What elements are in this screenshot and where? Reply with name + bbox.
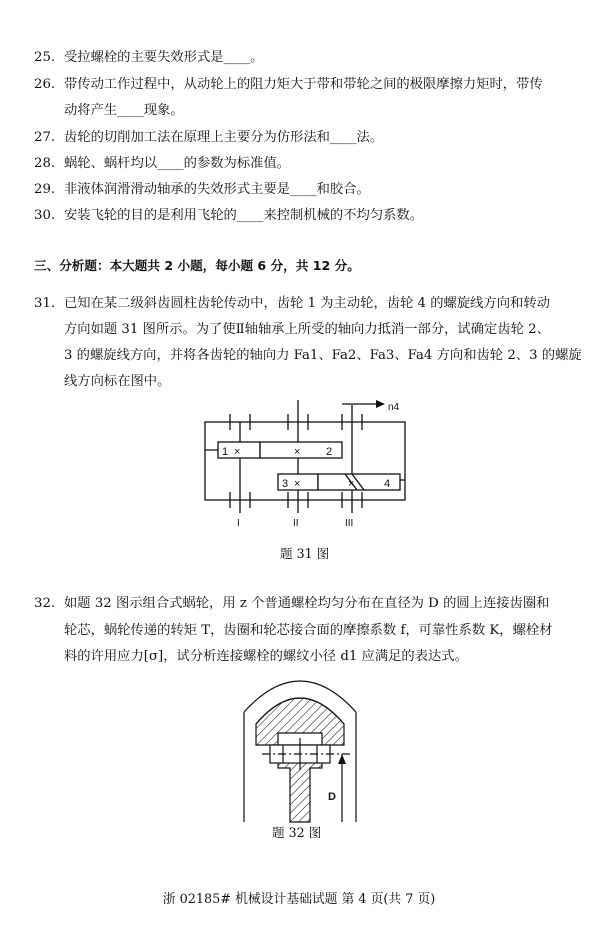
gear-1-label: 1 — [222, 446, 229, 458]
gear-2-label: 2 — [326, 446, 333, 458]
gear-4-mark: × — [348, 478, 355, 490]
question-31-line-3: 3 的螺旋线方向，并将各齿轮的轴向力 Fa1、Fa2、Fa3、Fa4 方向和齿轮 2、3 的螺旋 — [64, 348, 582, 363]
gear-4-label: 4 — [384, 478, 391, 490]
n4-label: n4 — [388, 402, 400, 413]
page-footer: 浙 02185# 机械设计基础试题 第 4 页(共 7 页) — [162, 892, 436, 907]
question-31-line-4: 线方向标在图中。 — [64, 374, 171, 389]
question-25: 25. 受拉螺栓的主要失效形式是____。 — [34, 50, 264, 65]
question-32-line-3: 料的许用应力[σ]，试分析连接螺栓的螺纹小径 d1 应满足的表达式。 — [64, 649, 468, 664]
question-31-line-1: 31. 已知在某二级斜齿圆柱齿轮传动中，齿轮 1 为主动轮，齿轮 4 的螺旋线方向和转动 — [34, 296, 550, 311]
dimension-d-label: D — [328, 791, 336, 803]
gear-3-mark: × — [294, 478, 301, 490]
gear-3-label: 3 — [282, 478, 289, 490]
shaft-i-label: I — [237, 518, 240, 529]
question-31-line-2: 方向如题 31 图所示。为了使Ⅱ轴轴承上所受的轴向力抵消一部分，试确定齿轮 2、 — [64, 322, 550, 337]
shaft-iii-label: III — [345, 518, 354, 529]
gear-ring — [256, 698, 344, 745]
shaft-ii-label: II — [293, 518, 299, 529]
figure-31-caption: 题 31 图 — [280, 546, 330, 561]
question-32-line-1: 32. 如题 32 图示组合式蜗轮，用 z 个普通螺栓均匀分布在直径为 D 的圆上连接齿圈和 — [34, 596, 550, 611]
question-26: 26. 带传动工作过程中，从动轮上的阻力矩大于带和带轮之间的极限摩擦力矩时，带传 — [34, 77, 543, 92]
figure-32-caption: 题 32 图 — [272, 825, 322, 840]
gear-2-mark: × — [294, 446, 301, 458]
question-26-continuation: 动将产生____现象。 — [64, 103, 184, 118]
section-3-heading: 三、分析题：本大题共 2 小题，每小题 6 分，共 12 分。 — [34, 258, 360, 273]
question-28: 28. 蜗轮、蜗杆均以____的参数为标准值。 — [34, 156, 291, 171]
question-32-line-2: 轮芯，蜗轮传递的转矩 T，齿圈和轮芯接合面的摩擦系数 f，可靠性系数 K，螺栓材 — [64, 623, 553, 638]
question-29: 29. 非液体润滑滑动轴承的失效形式主要是____和胶合。 — [34, 182, 370, 197]
dimension-d-arrow — [338, 754, 346, 764]
question-27: 27. 齿轮的切削加工法在原理上主要分为仿形法和____法。 — [34, 130, 384, 145]
question-30: 30. 安装飞轮的目的是利用飞轮的____来控制机械的不均匀系数。 — [34, 208, 424, 223]
gear-1-mark: × — [234, 446, 241, 458]
